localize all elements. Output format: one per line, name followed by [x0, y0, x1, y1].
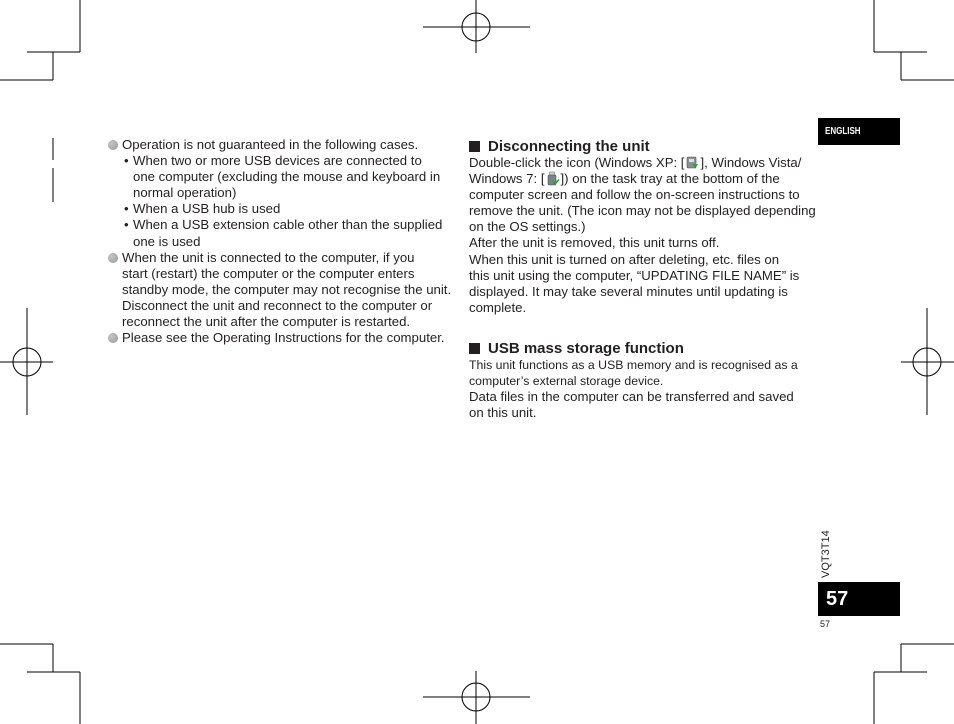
text-line: Operation is not guaranteed in the following cases.: [122, 137, 419, 152]
model-code: VQT3T14: [820, 530, 832, 578]
text-line: on this unit.: [469, 405, 537, 421]
heading-text: USB mass storage function: [488, 339, 684, 357]
sub-bullet-marker: •: [124, 201, 129, 217]
text-segment: ], Windows Vista/: [700, 155, 802, 170]
text-line: When this unit is turned on after deleting, etc. files on: [469, 251, 780, 267]
square-bullet-icon: [469, 343, 480, 354]
circle-bullet-icon: [108, 140, 118, 150]
text-segment: ]) on the task tray at the bottom of the: [560, 171, 780, 187]
circle-bullet-icon: [108, 253, 118, 263]
registration-mark-bottom: [423, 671, 530, 724]
text-line: standby mode, the computer may not recognise the unit.: [122, 281, 452, 297]
text-line: remove the unit. (The icon may not be displayed depending: [469, 203, 816, 219]
safely-remove-hardware-xp-icon: [685, 155, 699, 170]
sub-list-item: [122, 153, 458, 201]
heading-text: Disconnecting the unit: [488, 137, 650, 155]
note-item: [108, 330, 458, 346]
crop-mark-top-right: [874, 0, 954, 80]
page-number-footer: 57: [820, 619, 831, 629]
text-line: normal operation): [133, 185, 237, 201]
text-line: When the unit is connected to the computer, if you: [122, 249, 415, 265]
page-number: 57: [826, 588, 849, 610]
sub-list-item: [122, 217, 458, 249]
text-line: displayed. It may take several minutes until updating is: [469, 283, 788, 299]
text-line: Disconnect the unit and reconnect to the computer or: [122, 297, 433, 313]
language-tab-label: ENGLISH: [825, 126, 861, 137]
text-line: When a USB hub is used: [133, 201, 281, 217]
text-line: computer’s external storage device.: [469, 374, 664, 389]
text-line: one computer (excluding the mouse and keyboard in: [133, 169, 441, 185]
usb-mass-storage-body: [469, 357, 819, 421]
text-line: This unit functions as a USB memory and is recognised as a: [469, 358, 798, 372]
section-heading-disconnecting: [469, 138, 650, 154]
registration-mark-top: [423, 0, 530, 53]
crop-mark-top-left: [0, 0, 80, 80]
text-segment: Double-click the icon (Windows XP: [: [469, 155, 685, 170]
text-line: After the unit is removed, this unit turns off.: [469, 235, 720, 251]
note-item: [108, 250, 458, 330]
text-line: Please see the Operating Instructions for the computer.: [122, 330, 445, 346]
registration-mark-left: [0, 308, 53, 415]
text-line: When two or more USB devices are connected to: [133, 153, 422, 169]
safely-remove-hardware-vista-7-icon: [546, 171, 560, 186]
text-line: Data files in the computer can be transferred and saved: [469, 389, 794, 405]
text-line: complete.: [469, 299, 527, 315]
note-item: [108, 137, 458, 250]
crop-mark-bottom-left: [0, 644, 80, 724]
text-line: one is used: [133, 233, 201, 249]
registration-mark-right: [901, 308, 954, 415]
sub-bullet-marker: •: [124, 217, 129, 233]
section-heading-usb-mass-storage: [469, 340, 684, 356]
text-line: [469, 155, 819, 171]
square-bullet-icon: [469, 141, 480, 152]
disconnecting-body: [469, 155, 819, 316]
text-line: on the OS settings.): [469, 219, 586, 235]
text-line: start (restart) the computer or the computer enters: [122, 265, 415, 281]
text-line: computer screen and follow the on-screen instructions to: [469, 187, 800, 203]
text-line: [469, 171, 819, 187]
sub-bullet-marker: •: [124, 153, 129, 169]
left-column: [108, 137, 458, 346]
page-number-box: [818, 582, 900, 616]
text-line: reconnect the unit after the computer is restarted.: [122, 314, 411, 330]
sub-list-item: [122, 201, 458, 217]
circle-bullet-icon: [108, 333, 118, 343]
text-segment: Windows 7: [: [469, 171, 545, 187]
language-tab: [818, 118, 900, 145]
text-line: this unit using the computer, “UPDATING FILE NAME” is: [469, 267, 800, 283]
text-line: When a USB extension cable other than the supplied: [133, 217, 443, 233]
crop-mark-bottom-right: [874, 644, 954, 724]
